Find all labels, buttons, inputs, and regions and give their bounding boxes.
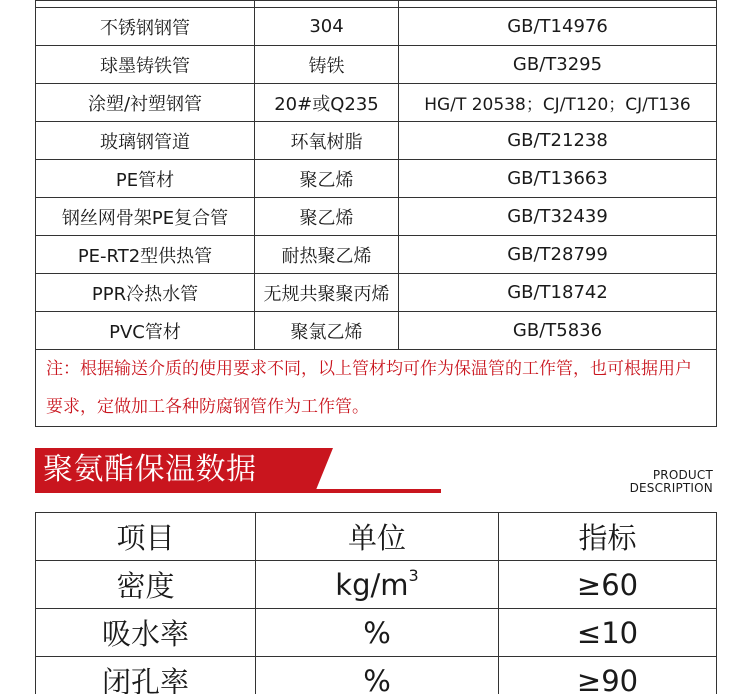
pipe-standard-cell: GB/T28799 (399, 236, 717, 274)
pipe-material-cell: 聚乙烯 (255, 160, 399, 198)
table-row (36, 609, 717, 657)
pipe-material-cell: 20#或Q235 (255, 84, 399, 122)
pipe-material-cell: 铸铁 (255, 46, 399, 84)
unit-text: kg/m (335, 567, 409, 602)
table-row (36, 198, 717, 236)
pipe-name-cell: 钢丝网骨架PE复合管 (36, 198, 255, 236)
pipe-name-cell: 球墨铸铁管 (36, 46, 255, 84)
pipe-standard-cell: GB/T18742 (399, 274, 717, 312)
table-row (36, 1, 717, 8)
pipe-spec-table (35, 0, 717, 427)
pipe-name-cell: PVC管材 (36, 312, 255, 350)
index-cell: ≥60 (499, 561, 717, 609)
header-unit: 单位 (256, 513, 499, 561)
table-row (36, 236, 717, 274)
table-row (36, 46, 717, 84)
pipe-name-cell: PE-RT2型供热管 (36, 236, 255, 274)
section-header (35, 448, 716, 500)
pipe-material-cell: 环氧树脂 (255, 122, 399, 160)
pipe-material-cell: 耐热聚乙烯 (255, 236, 399, 274)
index-cell: ≤10 (499, 609, 717, 657)
item-cell: 闭孔率 (36, 657, 256, 694)
pipe-name-cell: 涂塑/衬塑钢管 (36, 84, 255, 122)
insulation-data-table (35, 512, 717, 694)
unit-cell: % (256, 609, 499, 657)
table-row (36, 84, 717, 122)
pipe-material-cell (255, 1, 399, 8)
unit-superscript: 3 (408, 565, 419, 585)
pipe-name-cell: PPR冷热水管 (36, 274, 255, 312)
pipe-material-cell: 聚乙烯 (255, 198, 399, 236)
pipe-material-cell: 无规共聚聚丙烯 (255, 274, 399, 312)
pipe-material-cell: 聚氯乙烯 (255, 312, 399, 350)
caption-line-description: DESCRIPTION (629, 481, 713, 495)
table-row (36, 160, 717, 198)
header-item: 项目 (36, 513, 256, 561)
pipe-standard-cell: GB/T3295 (399, 46, 717, 84)
pipe-standard-cell: GB/T5836 (399, 312, 717, 350)
pipe-name-cell: PE管材 (36, 160, 255, 198)
pipe-name-cell: 玻璃钢管道 (36, 122, 255, 160)
pipe-standard-cell: HG/T 20538；CJ/T120；CJ/T136 (399, 84, 717, 122)
index-cell: ≥90 (499, 657, 717, 694)
item-cell: 密度 (36, 561, 256, 609)
table-header-row (36, 513, 717, 561)
header-index: 指标 (499, 513, 717, 561)
table-row (36, 8, 717, 46)
pipe-name-cell: 不锈钢钢管 (36, 8, 255, 46)
pipe-standard-cell: GB/T14976 (399, 8, 717, 46)
table-row (36, 122, 717, 160)
table-note: 注：根据输送介质的使用要求不同，以上管材均可作为保温管的工作管，也可根据用户要求，定做加工各种防腐钢管作为工作管。 (36, 350, 717, 427)
section-title: 聚氨酯保温数据 (43, 452, 257, 487)
section-underline (35, 489, 441, 493)
unit-cell: % (256, 657, 499, 694)
table-row (36, 312, 717, 350)
pipe-standard-cell (399, 1, 717, 8)
pipe-standard-cell: GB/T21238 (399, 122, 717, 160)
pipe-material-cell: 304 (255, 8, 399, 46)
unit-cell (256, 561, 499, 609)
item-cell: 吸水率 (36, 609, 256, 657)
product-description-caption (630, 469, 713, 495)
caption-line-product: PRODUCT (652, 468, 713, 482)
pipe-standard-cell: GB/T32439 (399, 198, 717, 236)
table-row (36, 657, 717, 694)
table-row (36, 274, 717, 312)
table-row (36, 561, 717, 609)
pipe-name-cell (36, 1, 255, 8)
table-note-row (36, 350, 717, 427)
pipe-standard-cell: GB/T13663 (399, 160, 717, 198)
